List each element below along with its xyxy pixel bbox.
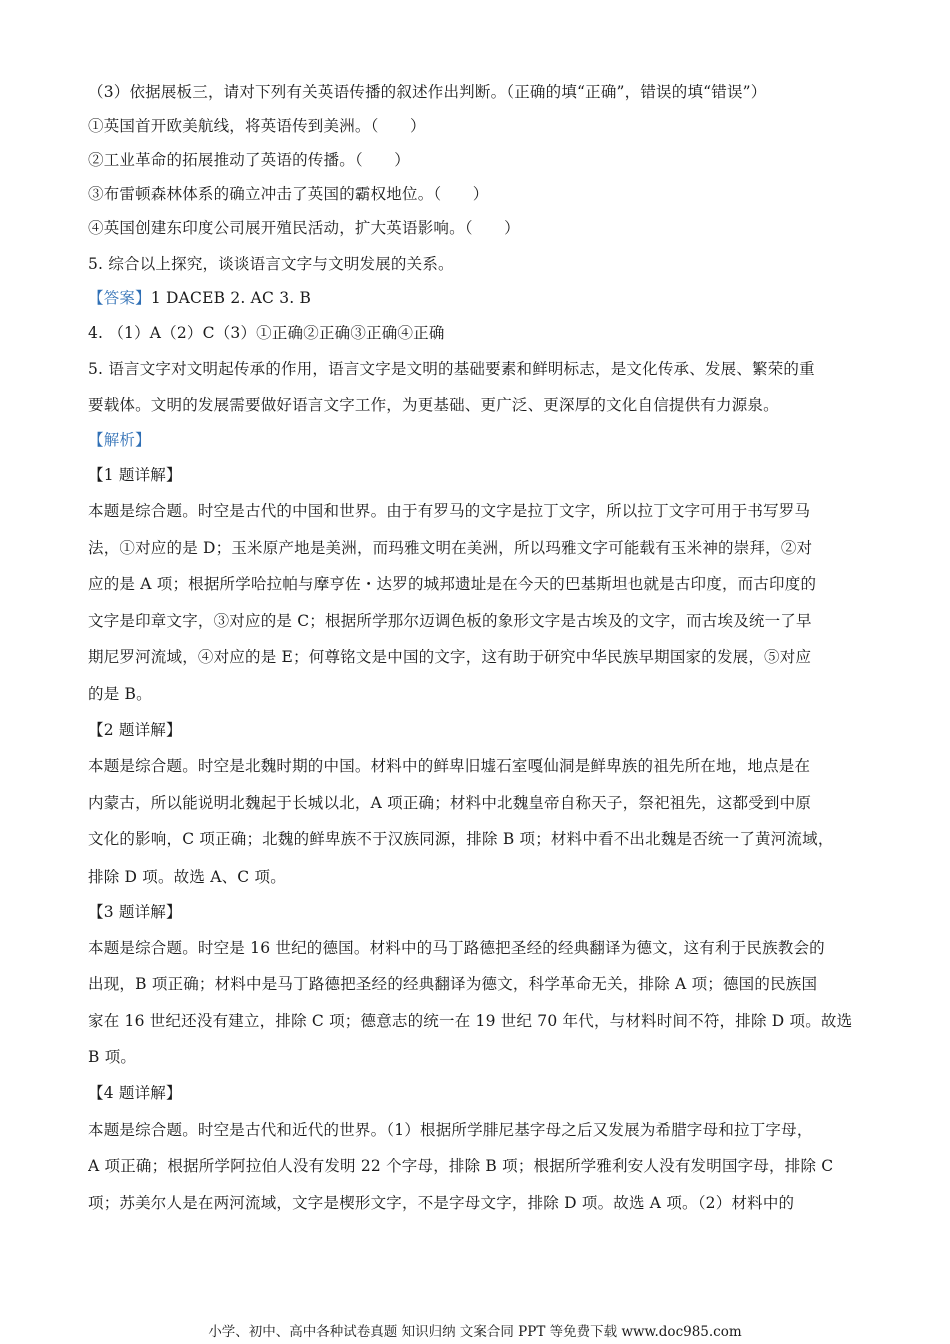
detail-2-line-4: 排除 D 项。故选 A、C 项。 [88, 868, 286, 886]
analysis-label: 【解析】 [88, 431, 151, 449]
detail-2-line-3: 文化的影响，C 项正确；北魏的鲜卑族不于汉族同源，排除 B 项；材料中看不出北魏是否统一了黄河流域， [88, 830, 834, 848]
detail-4-line-1: 本题是综合题。时空是古代和近代的世界。（1）根据所学腓尼基字母之后又发展为希腊字母和拉丁字母， [88, 1121, 813, 1139]
detail-2-line-1: 本题是综合题。时空是北魏时期的中国。材料中的鲜卑旧墟石室嘎仙洞是鲜卑族的祖先所在地，地点是在 [88, 757, 811, 775]
judgement-item-4: ④英国创建东印度公司展开殖民活动，扩大英语影响。（ ） [88, 219, 520, 237]
detail-1-line-6: 的是 B。 [88, 685, 152, 703]
question-4-3-prompt: （3）依据展板三，请对下列有关英语传播的叙述作出判断。（正确的填“正确”，错误的填“错误”） [88, 83, 767, 101]
page-footer: 小学、初中、高中各种试卷真题 知识归纳 文案合同 PPT 等免费下载 www.doc985.com [208, 1324, 742, 1340]
detail-1-heading: 【1 题详解】 [88, 466, 182, 484]
answer-5-line-1: 5. 语言文字对文明起传承的作用，语言文字是文明的基础要素和鲜明标志，是文化传承、发展、繁荣的重 [88, 360, 815, 378]
detail-3-heading: 【3 题详解】 [88, 903, 182, 921]
detail-1-line-3: 应的是 A 项；根据所学哈拉帕与摩亨佐・达罗的城邦遗址是在今天的巴基斯坦也就是古印度，而古印度的 [88, 575, 817, 593]
detail-4-heading: 【4 题详解】 [88, 1084, 182, 1102]
detail-2-heading: 【2 题详解】 [88, 721, 182, 739]
detail-3-line-3: 家在 16 世纪还没有建立，排除 C 项；德意志的统一在 19 世纪 70 年代，与材料时间不符，排除 D 项。故选 [88, 1012, 853, 1030]
detail-1-line-4: 文字是印章文字，③对应的是 C；根据所学那尔迈调色板的象形文字是古埃及的文字，而古埃及统一了早 [88, 612, 812, 630]
detail-3-line-1: 本题是综合题。时空是 16 世纪的德国。材料中的马丁路德把圣经的经典翻译为德文，这有利于民族教会的 [88, 939, 825, 957]
judgement-item-2: ②工业革命的拓展推动了英语的传播。（ ） [88, 151, 410, 169]
detail-3-line-2: 出现，B 项正确；材料中是马丁路德把圣经的经典翻译为德文，科学革命无关，排除 A 项；德国的民族国 [88, 975, 818, 993]
judgement-item-3: ③布雷顿森林体系的确立冲击了英国的霸权地位。（ ） [88, 185, 489, 203]
detail-1-line-1: 本题是综合题。时空是古代的中国和世界。由于有罗马的文字是拉丁文字，所以拉丁文字可用于书写罗马 [88, 502, 811, 520]
detail-1-line-5: 期尼罗河流域，④对应的是 E；何尊铭文是中国的文字，这有助于研究中华民族早期国家的发展，⑤对应 [88, 648, 812, 666]
analysis-line [88, 429, 864, 451]
question-5-prompt: 5. 综合以上探究，谈谈语言文字与文明发展的关系。 [88, 255, 454, 273]
answer-4: 4. （1）A（2）C（3）①正确②正确③正确④正确 [88, 324, 445, 342]
answer-line [88, 287, 864, 309]
detail-1-line-2: 法，①对应的是 D；玉米原产地是美洲，而玛雅文明在美洲，所以玛雅文字可能载有玉米神的崇拜，②对 [88, 539, 813, 557]
detail-2-line-2: 内蒙古，所以能说明北魏起于长城以北，A 项正确；材料中北魏皇帝自称天子，祭祀祖先，这都受到中原 [88, 794, 812, 812]
detail-4-line-2: A 项正确；根据所学阿拉伯人没有发明 22 个字母，排除 B 项；根据所学雅利安人没有发明国字母，排除 C [88, 1157, 834, 1175]
answer-5-line-2: 要载体。文明的发展需要做好语言文字工作，为更基础、更广泛、更深厚的文化自信提供有力源泉。 [88, 396, 779, 414]
answer-label: 【答案】 [88, 289, 151, 307]
judgement-item-1: ①英国首开欧美航线，将英语传到美洲。（ ） [88, 117, 426, 135]
detail-4-line-3: 项；苏美尔人是在两河流域，文字是楔形文字，不是字母文字，排除 D 项。故选 A 项。（2）材料中的 [88, 1194, 795, 1212]
answer-text: 1 DACEB 2. AC 3. B [150, 289, 312, 307]
detail-3-line-4: B 项。 [88, 1048, 137, 1066]
